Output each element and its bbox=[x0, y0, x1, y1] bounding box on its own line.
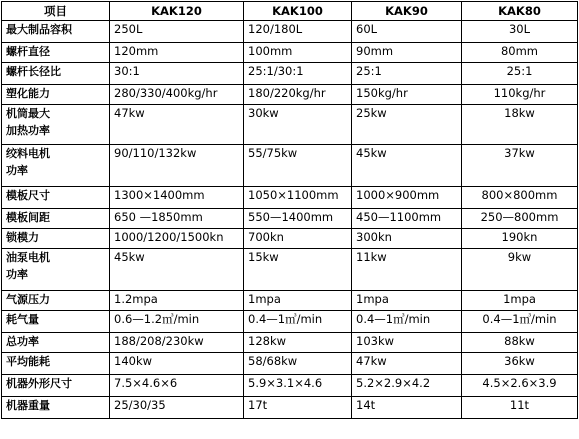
cell-kak100: 17t bbox=[244, 397, 352, 419]
row-label: 机筒最大 加热功率 bbox=[2, 105, 110, 145]
cell-kak120: 280/330/400kg/hr bbox=[110, 85, 244, 105]
cell-kak90: 5.2×2.9×4.2 bbox=[352, 375, 462, 397]
cell-kak90: 14t bbox=[352, 397, 462, 419]
cell-kak90: 11kw bbox=[352, 249, 462, 291]
row-label: 最大制品容积 bbox=[2, 21, 110, 43]
table-row-machine-weight bbox=[2, 397, 578, 419]
row-label: 耗气量 bbox=[2, 311, 110, 333]
cell-kak100: 120/180L bbox=[244, 21, 352, 43]
cell-kak120: 140kw bbox=[110, 353, 244, 375]
cell-kak80: 88kw bbox=[462, 333, 578, 353]
cell-kak90: 1mpa bbox=[352, 291, 462, 311]
cell-kak90: 450—1100mm bbox=[352, 209, 462, 229]
row-label: 总功率 bbox=[2, 333, 110, 353]
cell-kak80: 4.5×2.6×3.9 bbox=[462, 375, 578, 397]
table-row-screw-diameter bbox=[2, 43, 578, 63]
row-label: 油泵电机 功率 bbox=[2, 249, 110, 291]
cell-kak90: 25kw bbox=[352, 105, 462, 145]
cell-kak100: 5.9×3.1×4.6 bbox=[244, 375, 352, 397]
cell-kak80: 25:1 bbox=[462, 63, 578, 85]
cell-kak90: 60L bbox=[352, 21, 462, 43]
column-header-item: 项目 bbox=[2, 2, 110, 21]
cell-kak80: 30L bbox=[462, 21, 578, 43]
cell-kak90: 25:1 bbox=[352, 63, 462, 85]
cell-kak100: 700kn bbox=[244, 229, 352, 249]
cell-kak90: 150kg/hr bbox=[352, 85, 462, 105]
row-label: 机器重量 bbox=[2, 397, 110, 419]
cell-kak80: 0.4—1㎥/min bbox=[462, 311, 578, 333]
cell-kak100: 100mm bbox=[244, 43, 352, 63]
cell-kak120: 30:1 bbox=[110, 63, 244, 85]
row-label: 模板尺寸 bbox=[2, 187, 110, 209]
spec-table bbox=[1, 1, 578, 419]
row-label: 塑化能力 bbox=[2, 85, 110, 105]
cell-kak120: 188/208/230kw bbox=[110, 333, 244, 353]
cell-kak100: 0.4—1㎥/min bbox=[244, 311, 352, 333]
cell-kak80: 110kg/hr bbox=[462, 85, 578, 105]
cell-kak120: 45kw bbox=[110, 249, 244, 291]
table-row-barrel-heating-power bbox=[2, 105, 578, 145]
table-row-air-consumption bbox=[2, 311, 578, 333]
cell-kak100: 550—1400mm bbox=[244, 209, 352, 229]
row-label: 螺杆长径比 bbox=[2, 63, 110, 85]
cell-kak120: 1300×1400mm bbox=[110, 187, 244, 209]
cell-kak90: 47kw bbox=[352, 353, 462, 375]
cell-kak120: 25/30/35 bbox=[110, 397, 244, 419]
cell-kak90: 300kn bbox=[352, 229, 462, 249]
cell-kak80: 80mm bbox=[462, 43, 578, 63]
cell-kak100: 55/75kw bbox=[244, 145, 352, 187]
cell-kak80: 250—800mm bbox=[462, 209, 578, 229]
table-row-total-power bbox=[2, 333, 578, 353]
table-row-platen-size bbox=[2, 187, 578, 209]
header-row bbox=[2, 2, 578, 21]
cell-kak100: 180/220kg/hr bbox=[244, 85, 352, 105]
cell-kak120: 1000/1200/1500kn bbox=[110, 229, 244, 249]
row-label: 绞料电机 功率 bbox=[2, 145, 110, 187]
cell-kak80: 1mpa bbox=[462, 291, 578, 311]
spec-table-body bbox=[2, 21, 578, 419]
cell-kak100: 30kw bbox=[244, 105, 352, 145]
table-row-clamping-force bbox=[2, 229, 578, 249]
cell-kak80: 18kw bbox=[462, 105, 578, 145]
column-header-kak100: KAK100 bbox=[244, 2, 352, 21]
cell-kak120: 7.5×4.6×6 bbox=[110, 375, 244, 397]
table-row-extruder-motor-power bbox=[2, 145, 578, 187]
cell-kak120: 90/110/132kw bbox=[110, 145, 244, 187]
table-row-oil-pump-motor-power bbox=[2, 249, 578, 291]
cell-kak120: 47kw bbox=[110, 105, 244, 145]
column-header-kak90: KAK90 bbox=[352, 2, 462, 21]
cell-kak120: 650 —1850mm bbox=[110, 209, 244, 229]
table-row-average-energy-consumption bbox=[2, 353, 578, 375]
table-row-machine-dimensions bbox=[2, 375, 578, 397]
row-label: 锁模力 bbox=[2, 229, 110, 249]
cell-kak100: 1050×1100mm bbox=[244, 187, 352, 209]
row-label: 模板间距 bbox=[2, 209, 110, 229]
cell-kak100: 25:1/30:1 bbox=[244, 63, 352, 85]
row-label: 机器外形尺寸 bbox=[2, 375, 110, 397]
cell-kak80: 36kw bbox=[462, 353, 578, 375]
cell-kak90: 1000×900mm bbox=[352, 187, 462, 209]
row-label: 平均能耗 bbox=[2, 353, 110, 375]
table-row-plasticizing-capacity bbox=[2, 85, 578, 105]
table-row-screw-ld-ratio bbox=[2, 63, 578, 85]
cell-kak80: 190kn bbox=[462, 229, 578, 249]
cell-kak80: 37kw bbox=[462, 145, 578, 187]
cell-kak100: 1mpa bbox=[244, 291, 352, 311]
cell-kak90: 103kw bbox=[352, 333, 462, 353]
table-row-air-pressure bbox=[2, 291, 578, 311]
table-row-max-product-volume bbox=[2, 21, 578, 43]
cell-kak120: 250L bbox=[110, 21, 244, 43]
cell-kak100: 58/68kw bbox=[244, 353, 352, 375]
cell-kak100: 15kw bbox=[244, 249, 352, 291]
cell-kak80: 9kw bbox=[462, 249, 578, 291]
cell-kak90: 0.4—1㎥/min bbox=[352, 311, 462, 333]
cell-kak80: 11t bbox=[462, 397, 578, 419]
column-header-kak80: KAK80 bbox=[462, 2, 578, 21]
cell-kak120: 120mm bbox=[110, 43, 244, 63]
cell-kak100: 128kw bbox=[244, 333, 352, 353]
cell-kak120: 1.2mpa bbox=[110, 291, 244, 311]
cell-kak90: 90mm bbox=[352, 43, 462, 63]
row-label: 气源压力 bbox=[2, 291, 110, 311]
cell-kak120: 0.6—1.2㎥/min bbox=[110, 311, 244, 333]
column-header-kak120: KAK120 bbox=[110, 2, 244, 21]
cell-kak80: 800×800mm bbox=[462, 187, 578, 209]
row-label: 螺杆直径 bbox=[2, 43, 110, 63]
cell-kak90: 45kw bbox=[352, 145, 462, 187]
table-row-platen-distance bbox=[2, 209, 578, 229]
spec-table-wrapper bbox=[1, 1, 578, 419]
